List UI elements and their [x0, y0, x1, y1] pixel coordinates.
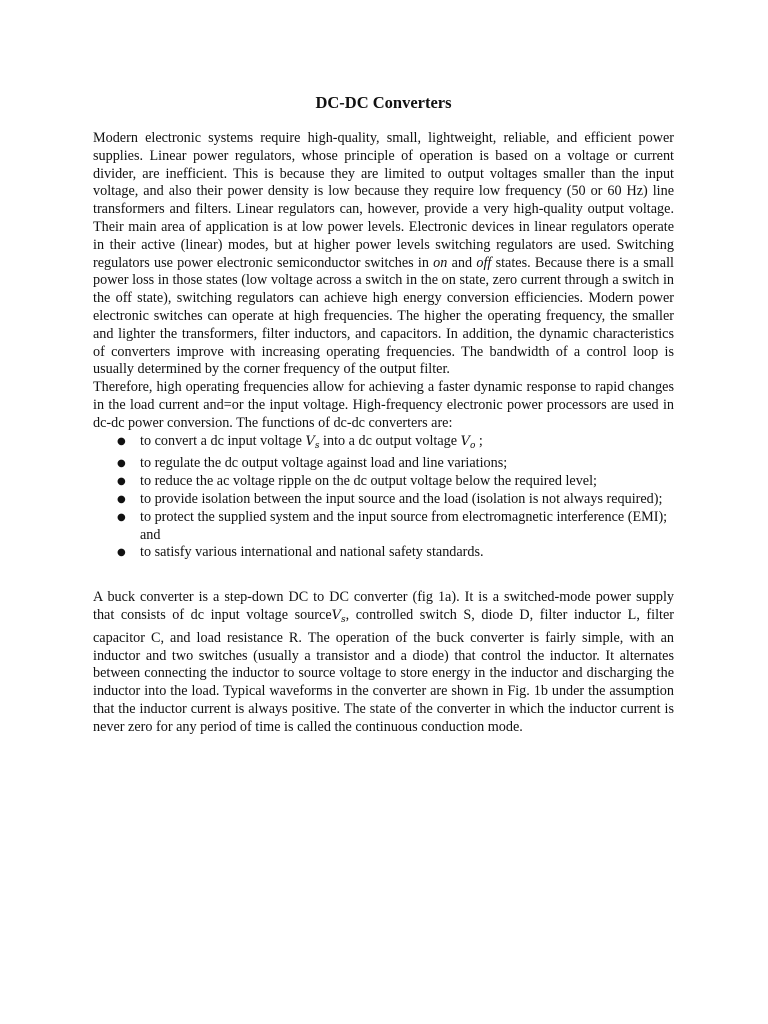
list-item: ● to regulate the dc output voltage against load and line variations;	[117, 455, 508, 472]
list-item: ● to reduce the ac voltage ripple on the dc output voltage below the required level;	[117, 473, 597, 490]
list-item: ● to convert a dc input voltage $V_s$ into a dc output voltage $V_o$ ;	[117, 432, 483, 451]
bullet-icon: ●	[117, 458, 126, 470]
bullet-icon: ●	[117, 493, 126, 505]
bullet-icon: ●	[117, 435, 126, 447]
list-item: ● to protect the supplied system and the input source from electromagnetic interference (EMI); and	[117, 508, 668, 543]
paragraph-intro	[93, 130, 674, 379]
connector-and: and	[447, 254, 477, 271]
vo-symbol: $V_o$	[460, 433, 476, 451]
bullet-icon: ●	[117, 511, 126, 523]
paragraph-functions: Therefore, high operating frequencies allow for achieving a faster dynamic response to rapid changes in the load current and=or the input voltage. High-frequency electronic power processors are used in dc-dc power conversion. The functions of dc-dc converters are:	[93, 379, 674, 431]
paragraph-intro-text: Modern electronic systems require high-quality, small, lightweight, reliable, and efficient power supplies. Linear power regulators, whose principle of operation is based on a voltage or current divider, are inefficient. This is because they are limited to output voltages smaller than the input voltage, and also their power density is low because they require low frequency (50 or 60 Hz) line transformers and filters. Linear regulators can, however, provide a very high-quality output voltage. Their main area of application is at low power levels. Electronic devices in linear regulators operate in their active (linear) modes, but at higher power levels switching regulators are used. Switching regulators use power electronic semiconductor switches in	[93, 130, 674, 271]
page-title: DC-DC Converters	[315, 93, 452, 112]
paragraph-intro-rest: states. Because there is a small power loss in those states (low voltage across a switch in the on state, zero current through a switch in the off state), switching regulators can achieve high energy conversion efficiencies. Modern power electronic switches can operate at high frequencies. The higher the operating frequency, the smaller and lighter the transformers, filter inductors, and capacitors. In addition, the dynamic characteristics of converters improve with increasing operating frequencies. The bandwidth of a control loop is usually determined by the corner frequency of the output filter.	[93, 254, 674, 378]
functions-list	[93, 433, 674, 563]
bullet-icon: ●	[117, 476, 126, 488]
vs-symbol-inline: $V_s$	[331, 607, 346, 625]
document-page	[93, 93, 674, 737]
vs-symbol: $V_s$	[305, 433, 320, 451]
italic-off: off	[476, 254, 492, 271]
list-item: ● to satisfy various international and national safety standards.	[117, 544, 484, 561]
paragraph-buck-converter: A buck converter is a step-down DC to DC converter (fig 1a). It is a switched-mode power supply that consists of dc input voltage sourceV$_s$, controlled switch S, diode D, filter inductor L, filter capacitor C, and load resistance R. The operation of the buck converter is fairly simple, with an inductor and two switches (usually a transistor and a diode) that control the inductor. It alternates between connecting the inductor to source voltage to store energy in the inductor and discharging the inductor into the load. Typical waveforms in the converter are shown in Fig. 1b under the assumption that the inductor current is always positive. The state of the converter in which the inductor current is never zero for any period of time is called the continuous conduction mode.	[93, 589, 674, 735]
spacer	[93, 562, 674, 589]
bullet-icon: ●	[117, 547, 126, 559]
italic-on: on	[433, 254, 448, 271]
list-item: ● to provide isolation between the input source and the load (isolation is not always required);	[117, 490, 663, 507]
